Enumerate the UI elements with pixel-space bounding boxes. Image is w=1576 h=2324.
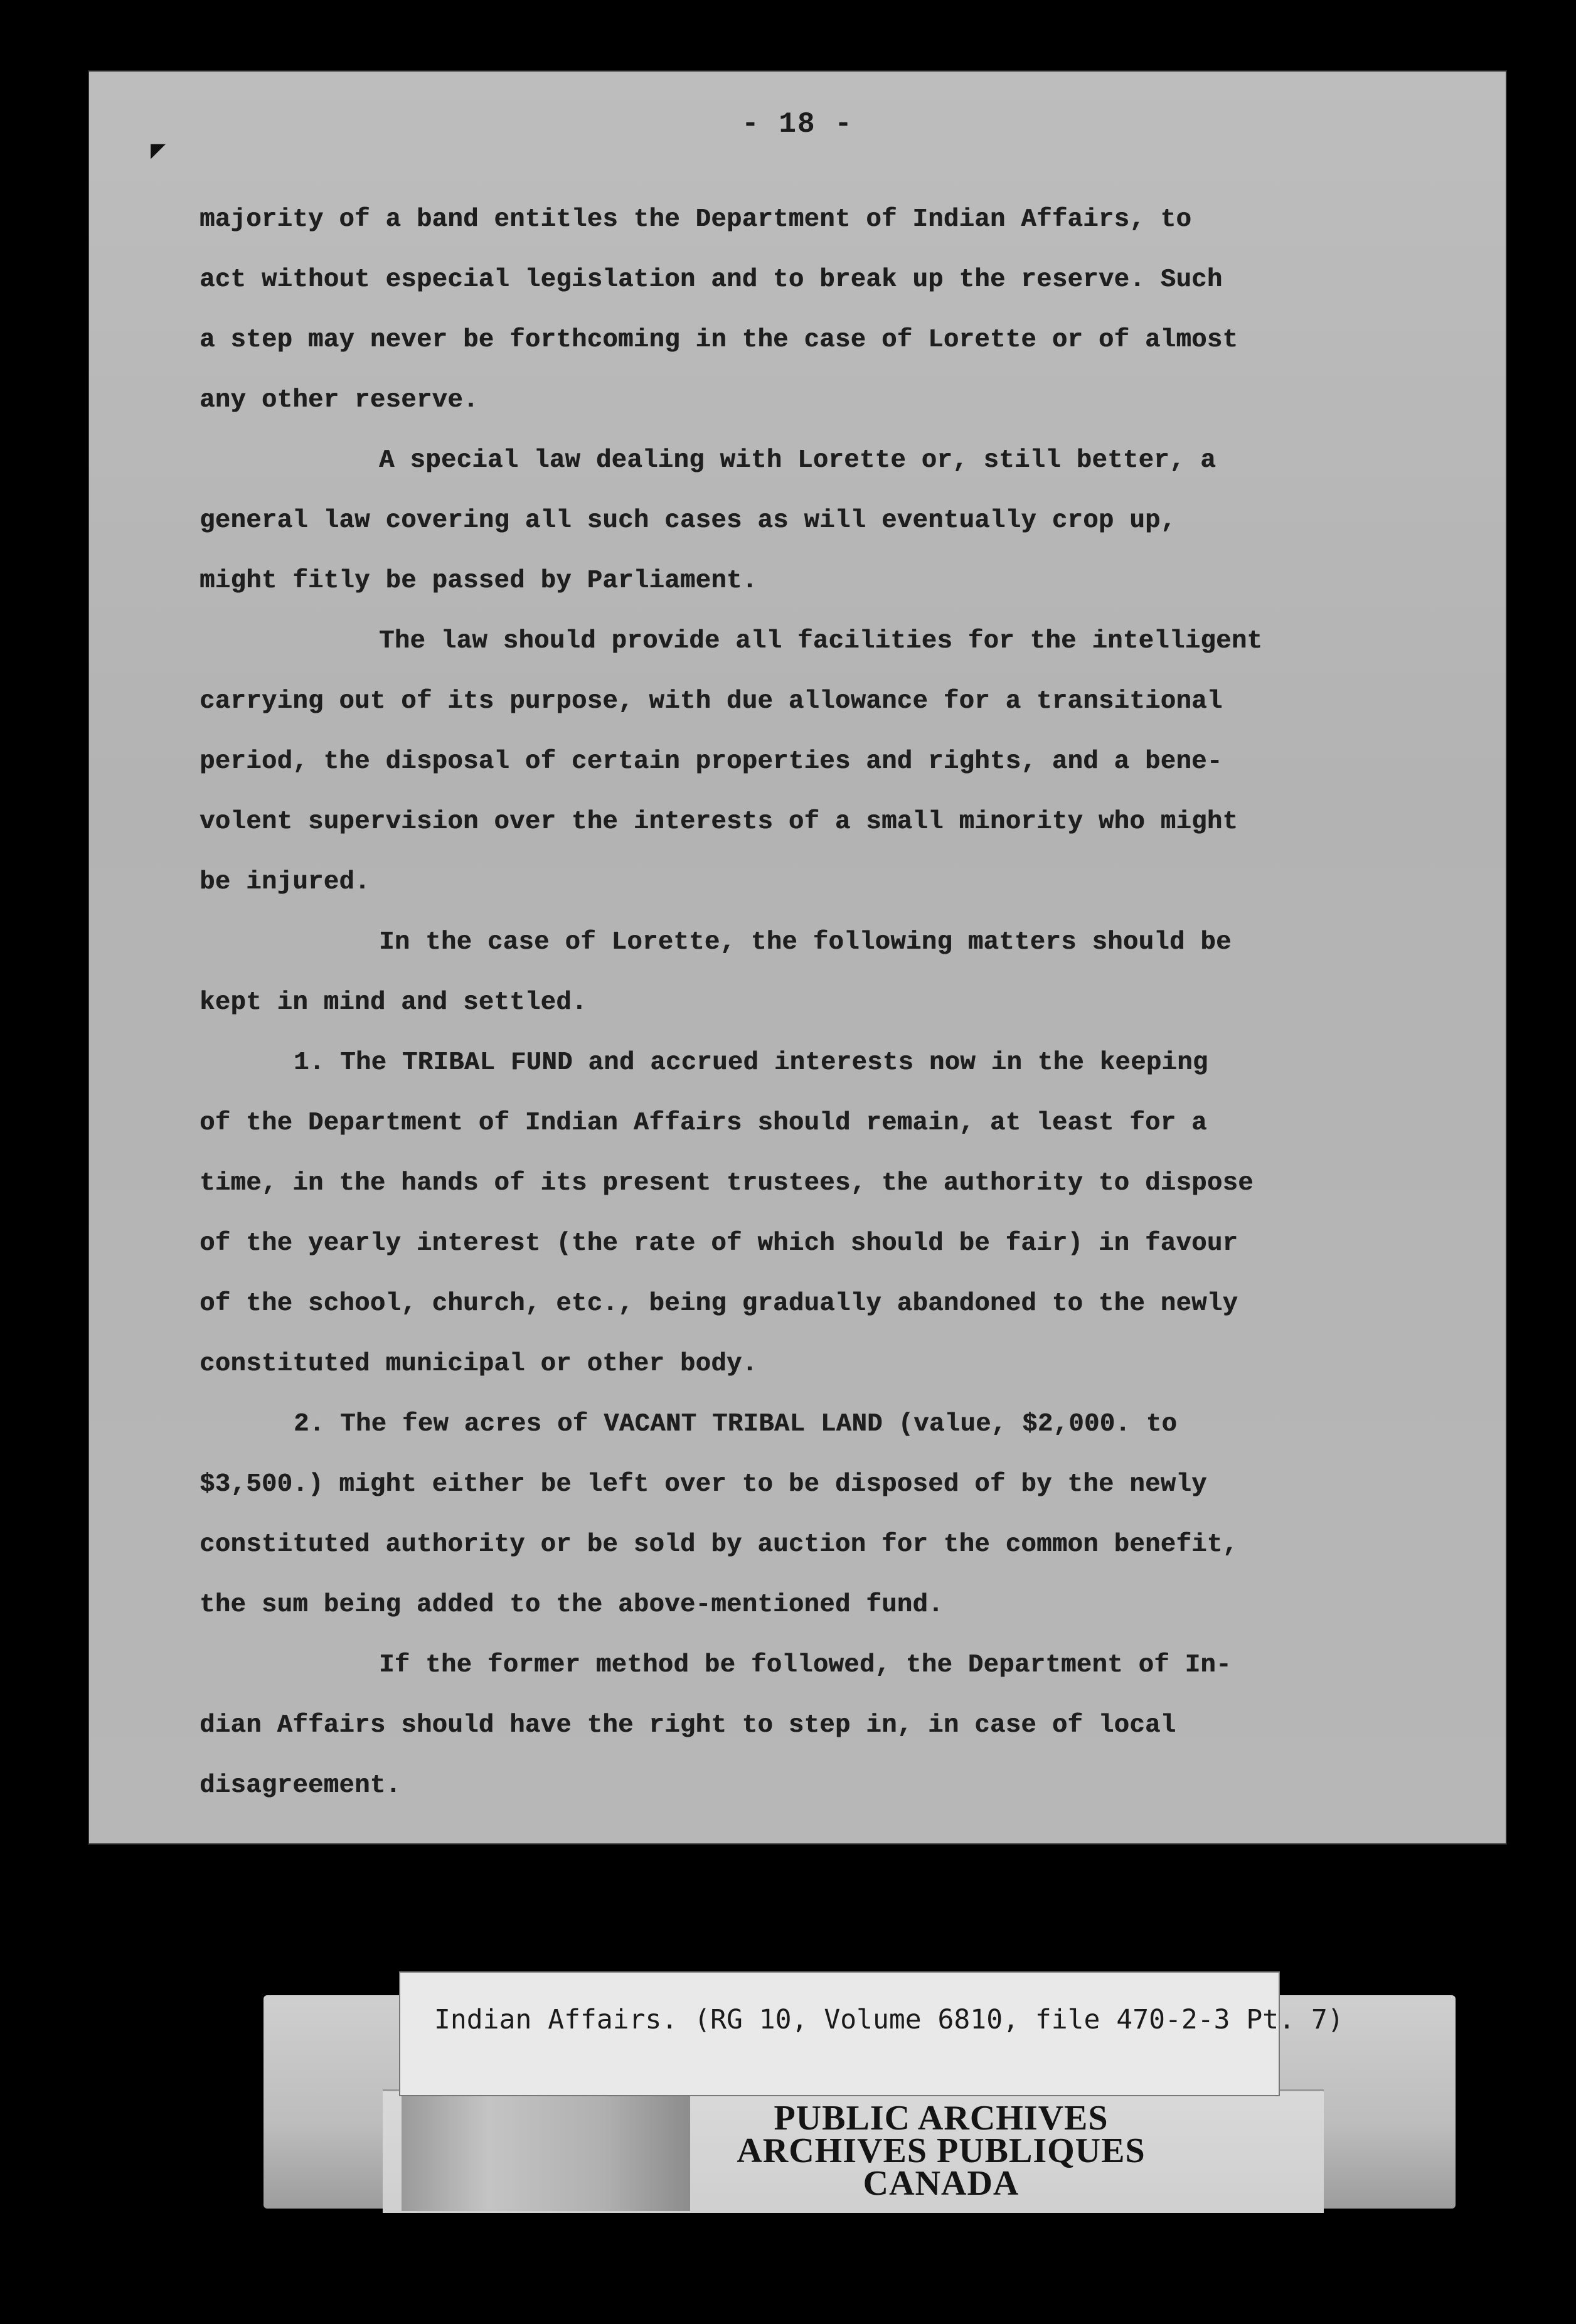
text-line: majority of a band entitles the Department of Indian Affairs, to: [200, 205, 1192, 234]
text-line: be injured.: [200, 868, 370, 897]
text-line: act without especial legislation and to break up the reserve. Such: [200, 265, 1223, 294]
text-line: $3,500.) might either be left over to be disposed of by the newly: [200, 1470, 1207, 1499]
text-line: might fitly be passed by Parliament.: [200, 567, 758, 595]
page-number: - 18 -: [742, 108, 853, 141]
text-line: the sum being added to the above-mentioned fund.: [200, 1591, 944, 1619]
text-line: time, in the hands of its present trustees, the authority to dispose: [200, 1169, 1254, 1198]
text-line: disagreement.: [200, 1771, 402, 1800]
stamp-line-1: PUBLIC ARCHIVES: [774, 2099, 1109, 2138]
text-line: volent supervision over the interests of a small minority who might: [200, 808, 1238, 836]
reference-card: [399, 1971, 1344, 2096]
reference-text: Indian Affairs. (RG 10, Volume 6810, file 470-2-3 Pt. 7): [434, 2004, 1344, 2035]
text-line: The law should provide all facilities for the intelligent: [379, 627, 1263, 656]
text-line: constituted municipal or other body.: [200, 1350, 758, 1378]
text-line: dian Affairs should have the right to step in, in case of local: [200, 1711, 1176, 1740]
text-line: general law covering all such cases as will eventually crop up,: [200, 506, 1176, 535]
body-text: [200, 189, 1448, 1816]
text-line: kept in mind and settled.: [200, 988, 587, 1017]
text-line: of the yearly interest (the rate of which should be fair) in favour: [200, 1229, 1238, 1258]
text-line: any other reserve.: [200, 386, 479, 415]
corner-mark-icon: ◤: [151, 138, 166, 166]
text-line: of the school, church, etc., being gradually abandoned to the newly: [200, 1289, 1238, 1318]
text-line: If the former method be followed, the Department of In-: [379, 1651, 1232, 1680]
stamp-line-3: CANADA: [863, 2164, 1020, 2203]
stamp-line-2: ARCHIVES PUBLIQUES: [737, 2131, 1146, 2170]
text-line: 1. The TRIBAL FUND and accrued interests now in the keeping: [294, 1048, 1208, 1077]
text-line: 2. The few acres of VACANT TRIBAL LAND (value, $2,000. to: [294, 1410, 1178, 1439]
text-line: carrying out of its purpose, with due allowance for a transitional: [200, 687, 1223, 716]
text-line: A special law dealing with Lorette or, still better, a: [379, 446, 1217, 475]
text-line: of the Department of Indian Affairs should remain, at least for a: [200, 1109, 1207, 1138]
text-line: In the case of Lorette, the following matters should be: [379, 928, 1232, 957]
text-line: a step may never be forthcoming in the case of Lorette or of almost: [200, 326, 1238, 354]
archive-stamp-text: [627, 2099, 1255, 2203]
document-page: [88, 70, 1507, 1845]
text-line: period, the disposal of certain properties and rights, and a bene-: [200, 747, 1223, 776]
text-line: constituted authority or be sold by auction for the common benefit,: [200, 1530, 1238, 1559]
